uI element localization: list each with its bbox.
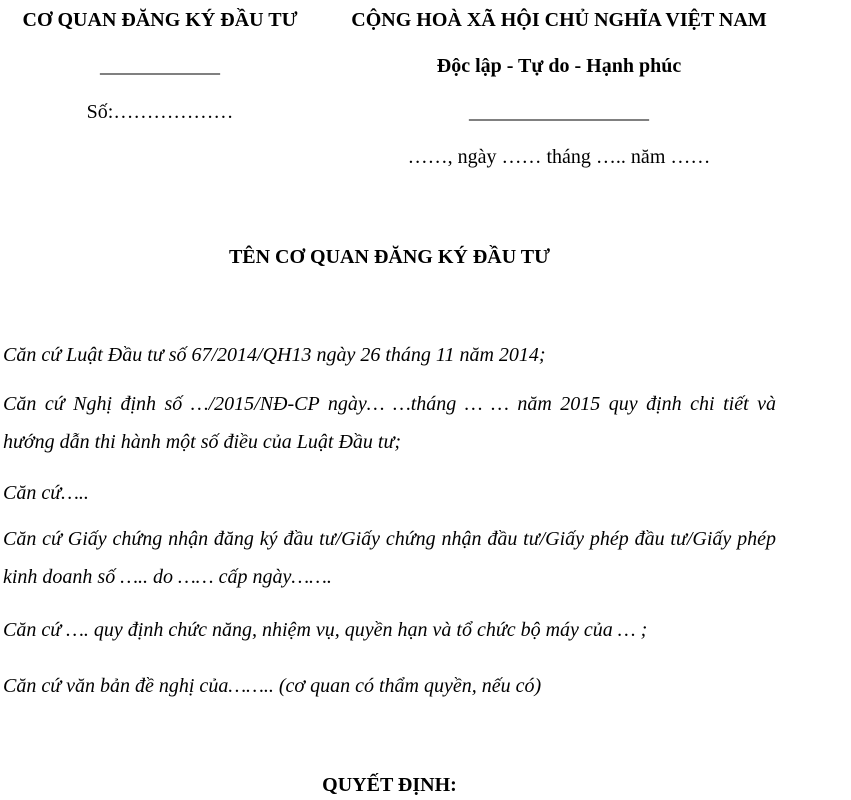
issuer-title: TÊN CƠ QUAN ĐĂNG KÝ ĐẦU TƯ <box>228 246 551 268</box>
national-motto: Độc lập - Tự do - Hạnh phúc <box>436 55 682 77</box>
national-title: CỘNG HOÀ XÃ HỘI CHỦ NGHĨA VIỆT NAM <box>351 9 767 31</box>
preamble-line: Căn cứ Luật Đầu tư số 67/2014/QH13 ngày 26 tháng 11 năm 2014; <box>3 344 546 366</box>
preamble-line: Căn cứ….. <box>3 482 89 504</box>
preamble-paragraph-functions <box>3 618 776 642</box>
preamble-paragraph-law <box>3 343 776 367</box>
preamble-paragraph-decree <box>3 392 776 454</box>
preamble-paragraph-proposal <box>3 674 776 698</box>
document-number-field: Số:……………… <box>86 101 234 123</box>
preamble-line: Căn cứ Nghị định số …/2015/NĐ-CP ngày… …tháng … … năm 2015 quy định chi tiết và <box>3 393 776 415</box>
preamble-line: kinh doanh số ….. do …… cấp ngày……. <box>3 566 332 588</box>
place-date-line: ……, ngày …… tháng ….. năm …… <box>407 146 711 168</box>
preamble-paragraph-other <box>3 481 776 505</box>
preamble-line: Căn cứ Giấy chứng nhận đăng ký đầu tư/Giấy chứng nhận đầu tư/Giấy phép đầu tư/Giấy phép <box>3 528 776 550</box>
issuing-agency-name: CƠ QUAN ĐĂNG KÝ ĐẦU TƯ <box>22 9 298 31</box>
preamble-paragraph-certificate <box>3 527 776 589</box>
preamble-line: hướng dẫn thi hành một số điều của Luật Đầu tư; <box>3 431 402 453</box>
agency-divider: ____________ <box>100 55 220 77</box>
preamble-line: Căn cứ văn bản đề nghị của…….. (cơ quan có thẩm quyền, nếu có) <box>3 675 542 697</box>
motto-divider: __________________ <box>469 101 649 123</box>
preamble-line: Căn cứ …. quy định chức năng, nhiệm vụ, quyền hạn và tổ chức bộ máy của … ; <box>3 619 648 641</box>
decision-heading: QUYẾT ĐỊNH: <box>322 774 457 796</box>
